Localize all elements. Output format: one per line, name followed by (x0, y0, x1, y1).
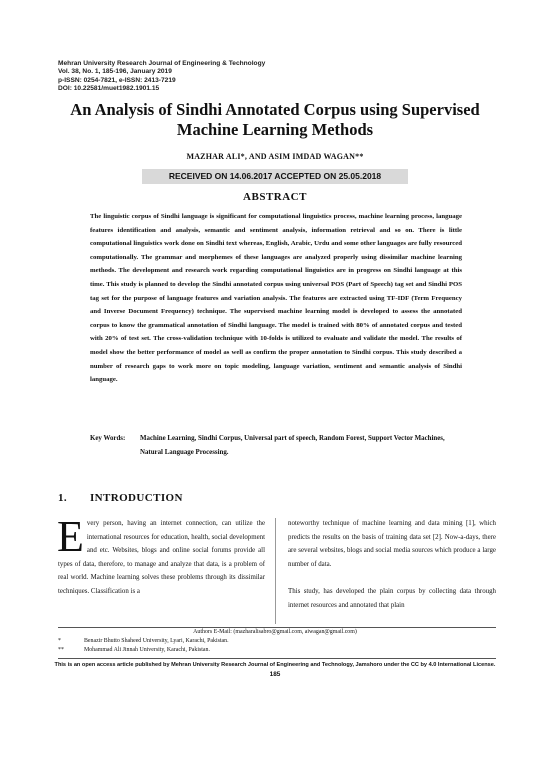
body-right-paragraph-2: This study, has developed the plain corpus by collecting data through internet resources and annotated that plain (288, 587, 496, 609)
keywords-label: Key Words: (90, 435, 126, 442)
body-right-paragraph-1: noteworthy technique of machine learning and data mining [1], which predicts the results on the basis of training data set [2]. Now-a-days, there are several websites, blogs and social media sources which produce a large number of data. (288, 520, 496, 568)
paper-title-line-1: An Analysis of Sindhi Annotated Corpus using Supervised (70, 100, 480, 119)
abstract-text: The linguistic corpus of Sindhi language is significant for computational linguistics process, machine learning process, language features identification and analysis, semantic and sentiment analysis, information retrieval and so on. There is little computational linguistics work done on Sindhi text whereas, English, Arabic, Urdu and some other languages are fully resourced computationally. The grammar and morphemes of these languages are analyzed properly using dissimilar machine learning methods. The development and research work regarding computational linguistics are in progress on Sindhi language at this time. This study is planned to develop the Sindhi annotated corpus using universal POS (Part of Speech) tag set and Sindhi POS tag set for the purpose of language features and variation analysis. The features are extracted using TF-IDF (Term Frequency and Inverse Document Frequency) technique. The supervised machine learning model is developed to assess the annotated corpus to know the grammatical annotation of Sindhi language. The model is trained with 80% of annotated corpus and tested with 20% of test set. The cross-validation technique with 10-folds is utilized to evaluate and validate the model. The results of model show the better performance of model as well as confirm the proper annotation to Sindhi corpus. This study described a number of research gaps to work more on topic modeling, language variation, sentiment and semantic analysis of Sindhi language. (90, 213, 462, 384)
section-title: INTRODUCTION (90, 492, 183, 504)
footnote-mark: * (58, 638, 61, 644)
journal-issn: p-ISSN: 0254-7821, e-ISSN: 2413-7219 (58, 76, 176, 84)
footnote-text: Benazir Bhutto Shaheed University, Lyari, Karachi, Pakistan. (84, 638, 229, 644)
journal-header (58, 60, 265, 94)
column-divider (275, 518, 276, 624)
paragraph-spacer (288, 571, 496, 585)
paper-title (50, 100, 500, 140)
drop-cap: E (57, 512, 84, 561)
body-column-left (57, 512, 265, 599)
license-notice: This is an open access article published by Mehran University Research Journal of Engineering and Technology, Jamshoro under the CC by 4.0 International License. (54, 662, 496, 668)
footer-divider (58, 658, 496, 659)
footnote-affiliation-2 (58, 646, 210, 656)
journal-volume: Vol. 38, No. 1, 185-196, January 2019 (58, 68, 172, 76)
abstract-heading: ABSTRACT (243, 191, 307, 203)
body-left-text: very person, having an internet connection, can utilize the international resources for education, health, social development and etc. Websites, blogs and online social forums provide all types of data, therefore, to manage and analyze that data, is a problem of real world. Machine learning solves these problems through its dissimilar techniques. Classification is a (58, 520, 265, 595)
author-email: Authors E-Mail: (mazharalisabro@gmail.com, aiwagan@gmail.com) (193, 629, 357, 635)
footnote-mark: ** (58, 647, 64, 653)
received-accepted-banner: RECEIVED ON 14.06.2017 ACCEPTED ON 25.05.2018 (142, 169, 408, 184)
paper-title-line-2: Machine Learning Methods (176, 120, 374, 139)
journal-name: Mehran University Research Journal of Engineering & Technology (58, 60, 266, 67)
body-column-right (288, 517, 496, 612)
section-heading (58, 492, 183, 504)
author-list: MAZHAR ALI*, AND ASIM IMDAD WAGAN** (186, 152, 364, 161)
footnote-text: Mohammad Ali Jinnah University, Karachi, Pakistan. (84, 647, 210, 653)
journal-doi: DOI: 10.22581/muet1982.1901.15 (58, 85, 160, 93)
page-number: 185 (269, 671, 281, 678)
keywords-text: Machine Learning, Sindhi Corpus, Universal part of speech, Random Forest, Support Vector Machines, Natural Language Processing. (140, 435, 445, 456)
section-number: 1. (58, 492, 68, 504)
